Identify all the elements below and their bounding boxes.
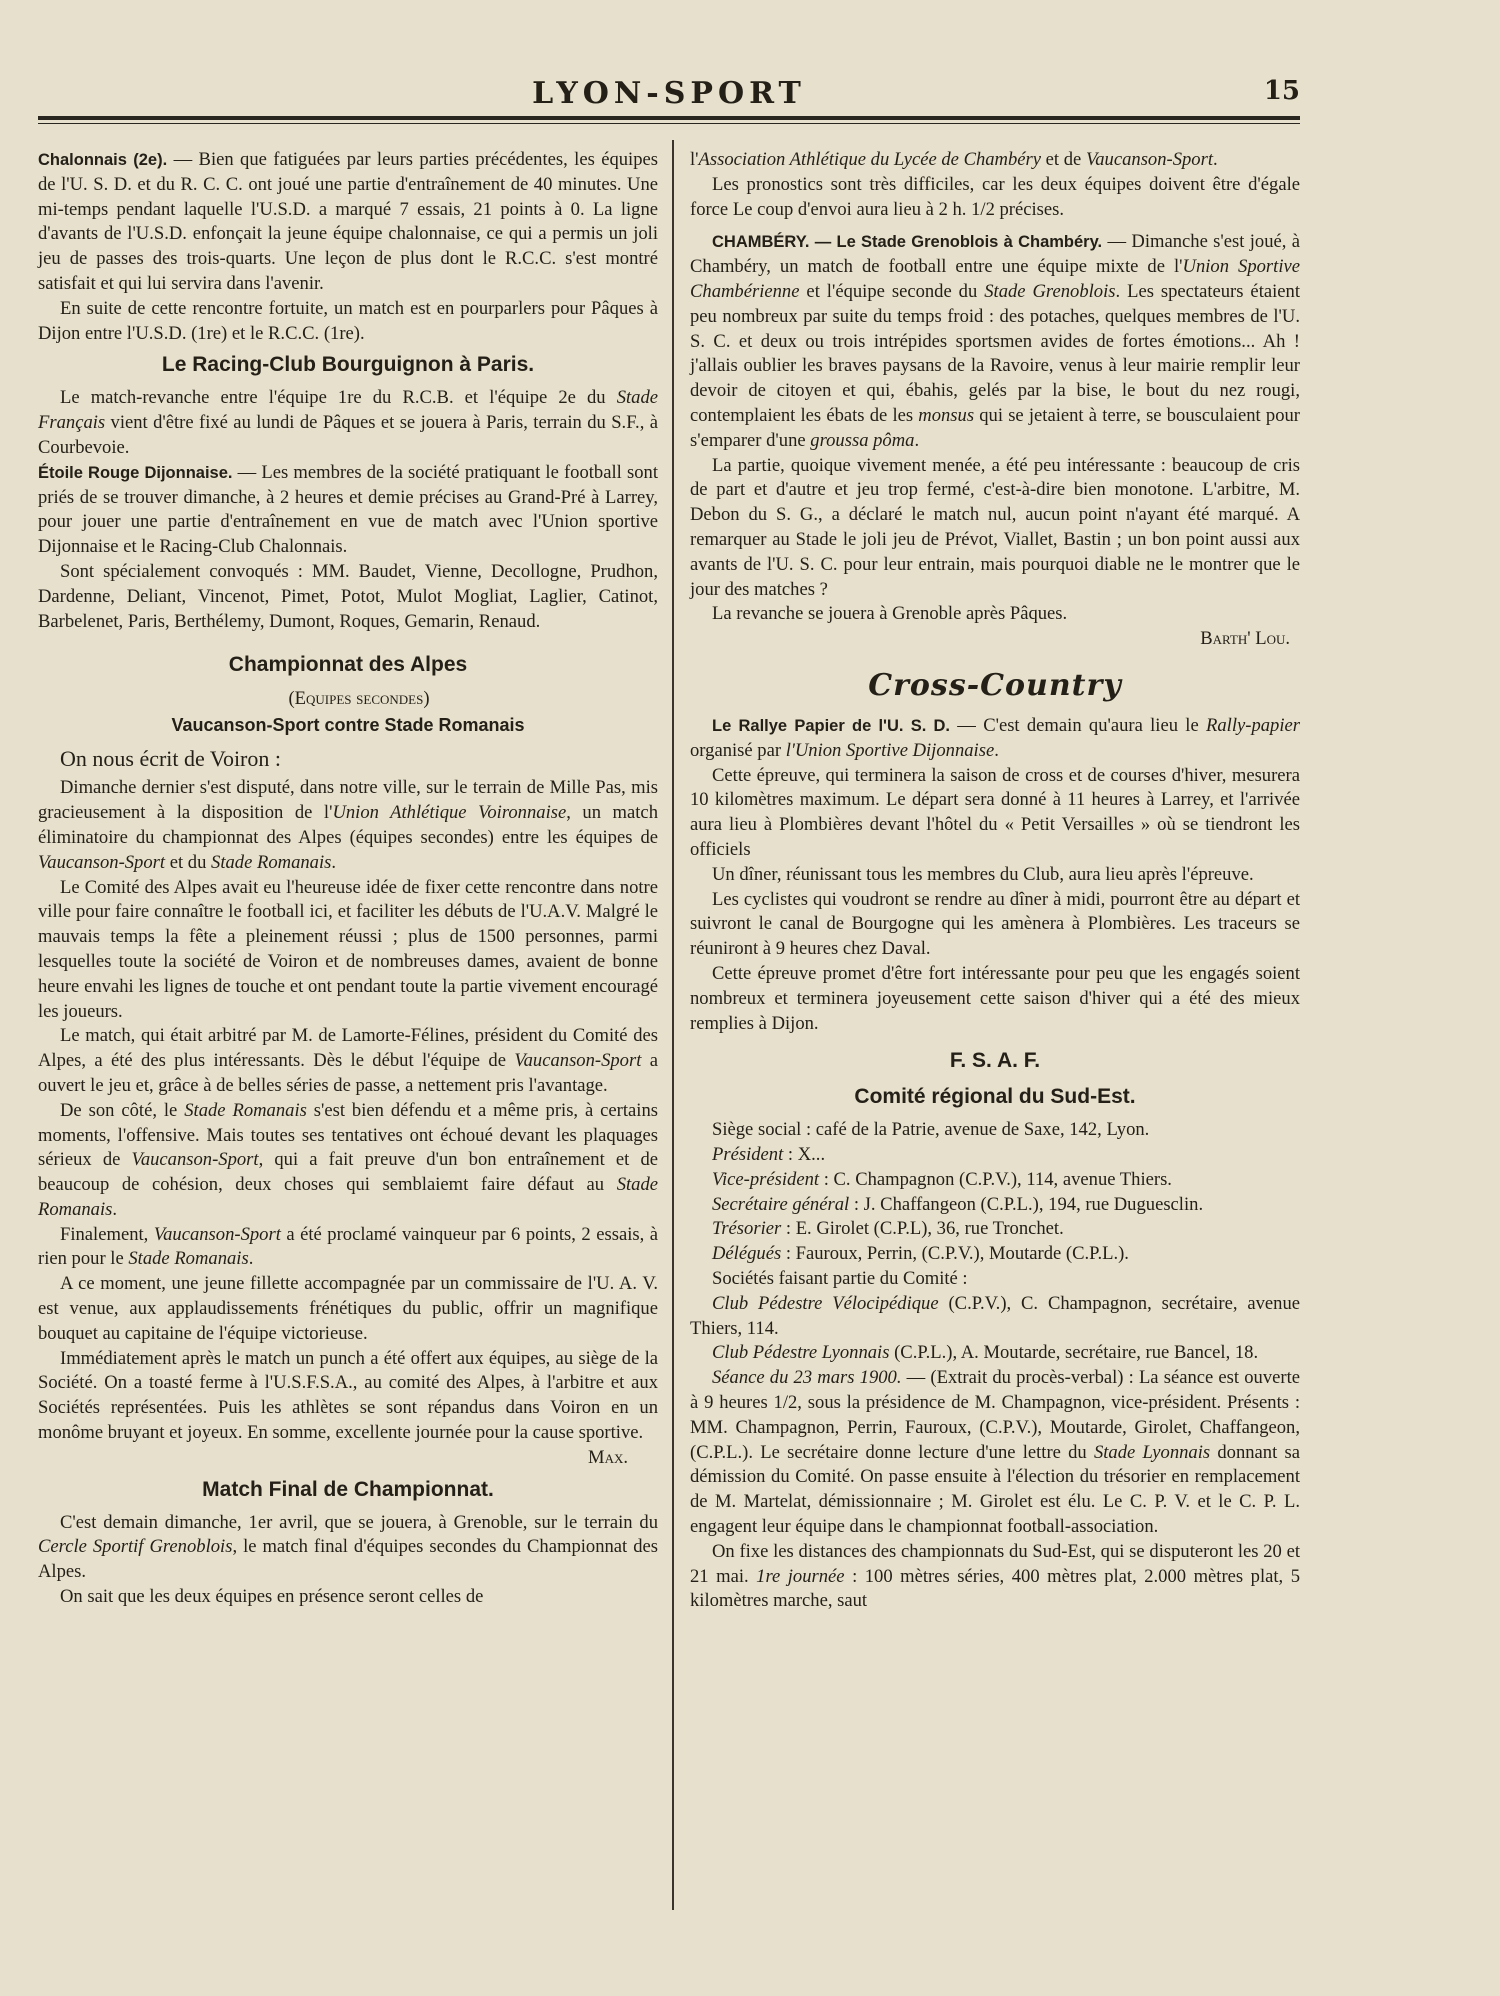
fsaf-delegates: Délégués : Fauroux, Perrin, (C.P.V.), Moutarde (C.P.L.).: [712, 1243, 1129, 1265]
etoile-lead: Étoile Rouge Dijonnaise.: [38, 463, 233, 482]
alpes-heading: Championnat des Alpes: [228, 653, 468, 677]
final-continued-2: Les pronostics sont très difficiles, car les deux équipes doivent être d'égale force Le coup d'envoi aura lieu à 2 h. 1/2 précises.: [690, 173, 1300, 220]
fsaf-vice-president: Vice-président : C. Champagnon (C.P.V.), 114, avenue Thiers.: [712, 1168, 1172, 1190]
cross-lead: Le Rallye Papier de l'U. S. D.: [712, 716, 951, 735]
alpes-match-title: Vaucanson-Sport contre Stade Romanais: [171, 715, 525, 736]
etoile-paragraph: Étoile Rouge Dijonnaise. — Les membres de la société pratiquant le football sont priés de se trouver dimanche, à 2 heures et demie précises au Grand-Pré à Larrey, pour jouer une partie d'entraînement en vue de match avec l'Union sportive Dijonnaise et le Racing-Club Chalonnais.: [38, 461, 658, 558]
alpes-intro: On nous écrit de Voiron :: [60, 746, 281, 772]
alpes-paragraph-7: Immédiatement après le match un punch a été offert aux équipes, au siège de la Société. On a toasté ferme à l'U.S.F.S.A., au comité des Alpes, à l'arbitre et aux Sociétés représentées. Puis les athlètes se sont répandus dans Voiron en un monôme bruyant et joyeux. En somme, excellente journée pour la cause sportive.: [38, 1347, 658, 1444]
fsaf-subheading: Comité régional du Sud-Est.: [854, 1085, 1136, 1109]
column-divider: [672, 140, 674, 1910]
chambery-paragraph-2: La partie, quoique vivement menée, a été peu intéressante : beaucoup de cris de part et d'autre et jeu trop fermé, c'est-à-dire bien monotone. L'arbitre, M. Debon du S. G., a déclaré le match nul, aucun point n'ayant été marqué. A remarquer au Stade le joli jeu de Prévot, Viallet, Bastin ; un bon point aussi aux avants de l'U. S. C. pour leur entrain, mais pourquoi diable ne le montrer que le jour des matches ?: [690, 454, 1300, 600]
masthead: LYON-SPORT: [532, 76, 806, 111]
alpes-paragraph-5: Finalement, Vaucanson-Sport a été proclamé vainqueur par 6 points, 2 essais, à rien pour le Stade Romanais.: [38, 1223, 659, 1270]
cross-country-heading: Cross-Country: [868, 667, 1122, 703]
fsaf-societes: Sociétés faisant partie du Comité :: [712, 1268, 968, 1290]
header-rule: [38, 116, 1300, 120]
etoile-paragraph-2: Sont spécialement convoqués : MM. Baudet, Vienne, Decollogne, Prudhon, Dardenne, Deliant, Vincenot, Pimet, Potot, Mulot Mogliat, Laglier, Catinot, Barbelenet, Paris, Berthélemy, Dumont, Roques, Gemarin, Renaud.: [38, 560, 658, 632]
right-column: [690, 148, 1300, 1614]
chambery-paragraph-3: La revanche se jouera à Grenoble après Pâques.: [712, 603, 1068, 625]
chambery-lead: CHAMBÉRY. — Le Stade Grenoblois à Chambéry.: [712, 233, 1103, 252]
alpes-paragraph-2: Le Comité des Alpes avait eu l'heureuse idée de fixer cette rencontre dans notre ville pour faire connaître le football ici, et faciliter les débuts de l'U.A.V. Malgré le mauvais temps la fête a pleinement réussi ; plus de 1500 personnes, parmi lesquelles toute la société de Voiron et de nombreuses dames, avaient de bonne heure envahi les lignes de touche et ont pendant toute la partie vivement encouragé les joueurs.: [38, 876, 658, 1022]
chalonnais-lead: Chalonnais (2e).: [38, 151, 168, 169]
header-rule-thin: [38, 123, 1300, 124]
page-header: [38, 72, 1300, 130]
chalonnais-paragraph: Chalonnais (2e). — Bien que fatiguées par leurs parties précédentes, les équipes de l'U. S. D. et du R. C. C. ont joué une partie d'entraînement de 40 minutes. Une mi-temps pendant laquelle l'U.S.D. a marqué 7 essais, 21 points à 0. La ligne d'avants de l'U.S.D. enfonçait la jeune équipe chalonnaise, ce qui a permis un joli jeu de passes des trois-quarts. Une leçon de plus dont le R.C.C. s'est montré satisfait et qui lui servira dans l'avenir.: [38, 149, 658, 294]
final-continued: l'Association Athlétique du Lycée de Chambéry et de Vaucanson-Sport.: [690, 149, 1218, 170]
fsaf-president: Président : X...: [712, 1144, 826, 1166]
fsaf-secretary: Secrétaire général : J. Chaffangeon (C.P.L.), 194, rue Duguesclin.: [712, 1193, 1204, 1215]
cross-paragraph-4: Les cyclistes qui voudront se rendre au dîner à midi, pourront être au départ et suivront le canal de Bourgogne qui les amènera à Plombières. Les traceurs se réuniront à 9 heures chez Daval.: [690, 888, 1300, 960]
left-column: [38, 148, 658, 1610]
fsaf-seance: Séance du 23 mars 1900. — (Extrait du procès-verbal) : La séance est ouverte à 9 heures 1/2, sous la présidence de M. Champagnon, vice-président. Présents : MM. Champagnon, Perrin, Fauroux, (C.P.V.), Moutarde, Girolet, Chaffangeon, (C.P.L.). Le secrétaire donne lecture d'une lettre du Stade Lyonnais donnant sa démission du Comité. On passe ensuite à l'élection du trésorier en remplacement de M. Martelat, démissionnaire ; M. Girolet est élu. Le C. P. V. et le C. P. L. engagent leur équipe dans le championnat football-association.: [690, 1367, 1300, 1538]
final-heading: Match Final de Championnat.: [202, 1477, 494, 1501]
fsaf-siege: Siège social : café de la Patrie, avenue de Saxe, 142, Lyon.: [712, 1119, 1150, 1141]
final-paragraph-1: C'est demain dimanche, 1er avril, que se jouera, à Grenoble, sur le terrain du Cercle Sportif Grenoblois, le match final d'équipes secondes du Championnat des Alpes.: [38, 1511, 658, 1583]
chalonnais-paragraph-2: En suite de cette rencontre fortuite, un match est en pourparlers pour Pâques à Dijon entre l'U.S.D. (1re) et le R.C.C. (1re).: [38, 297, 658, 344]
fsaf-club-2: Club Pédestre Lyonnais (C.P.L.), A. Moutarde, secrétaire, rue Bancel, 18.: [712, 1342, 1259, 1364]
cross-paragraph-2: Cette épreuve, qui terminera la saison de cross et de courses d'hiver, mesurera 10 kilomètres maximum. Le départ sera donné à 11 heures à Larrey, et l'arrivée aura lieu à Plombières devant l'hôtel du « Petit Versailles » où se tiendront les officiels: [690, 764, 1300, 860]
racing-heading: Le Racing-Club Bourguignon à Paris.: [161, 353, 535, 377]
chambery-paragraph: CHAMBÉRY. — Le Stade Grenoblois à Chambéry. — Dimanche s'est joué, à Chambéry, un match de football entre une équipe mixte de l'Union Sportive Chambérienne et l'équipe seconde du Stade Grenoblois. Les spectateurs étaient peu nombreux par suite du temps froid : des potaches, quelques membres de l'U. S. C. et deux ou trois intrépides sportsmen avides de fortes émotions... Ah ! j'allais oublier les braves paysans de la Ravoire, venus à leur mairie remplir leur devoir de citoyen et qui, ébahis, gelés par la bise, le bout du nez rougi, contemplaient les ébats de les monsus qui se jetaient à terre, se bousculaient pour s'emparer d'une groussa pôma.: [690, 231, 1300, 451]
racing-paragraph: Le match-revanche entre l'équipe 1re du R.C.B. et l'équipe 2e du Stade Français vient d'être fixé au lundi de Pâques et se jouera à Paris, terrain du S.F., à Courbevoie.: [38, 387, 658, 458]
fsaf-distances: On fixe les distances des championnats du Sud-Est, qui se disputeront les 20 et 21 mai. 1re journée : 100 mètres séries, 400 mètres plat, 2.000 mètres plat, 5 kilomètres marche, saut: [690, 1540, 1300, 1612]
alpes-paragraph-4: De son côté, le Stade Romanais s'est bien défendu et a même pris, à certains moments, l'offensive. Mais toutes ses tentatives ont échoué devant les plaquages sérieux de Vaucanson-Sport, qui a fait preuve d'un bon entraînement et de beaucoup de cohésion, deux choses qui semblaiemt faire défaut au Stade Romanais.: [38, 1099, 659, 1220]
chambery-signature: Barth' Lou.: [1200, 628, 1290, 650]
alpes-paragraph-6: A ce moment, une jeune fillette accompagnée par un commissaire de l'U. A. V. est venue, aux applaudissements frénétiques du public, offrir un magnifique bouquet au capitaine de l'équipe victorieuse.: [38, 1273, 658, 1344]
alpes-paragraph-1: Dimanche dernier s'est disputé, dans notre ville, sur le terrain de Mille Pas, mis gracieusement à la disposition de l'Union Athlétique Voironnaise, un match éliminatoire du championnat des Alpes (équipes secondes) entre les équipes de Vaucanson-Sport et du Stade Romanais.: [38, 777, 658, 873]
fsaf-heading: F. S. A. F.: [949, 1049, 1041, 1073]
cross-paragraph-3: Un dîner, réunissant tous les membres du Club, aura lieu après l'épreuve.: [712, 863, 1254, 885]
cross-paragraph-1: Le Rallye Papier de l'U. S. D. — C'est demain qu'aura lieu le Rally-papier organisé par l'Union Sportive Dijonnaise.: [690, 714, 1300, 761]
alpes-paragraph-3: Le match, qui était arbitré par M. de Lamorte-Félines, président du Comité des Alpes, a été des plus intéressants. Dès le début l'équipe de Vaucanson-Sport a ouvert le jeu et, grâce à de belles séries de passe, a nettement pris l'avantage.: [38, 1025, 658, 1096]
alpes-signature: Max.: [588, 1446, 628, 1468]
fsaf-club-1: Club Pédestre Vélocipédique (C.P.V.), C. Champagnon, secrétaire, avenue Thiers, 114.: [690, 1292, 1300, 1339]
final-paragraph-2: On sait que les deux équipes en présence seront celles de: [60, 1586, 484, 1608]
cross-paragraph-5: Cette épreuve promet d'être fort intéressante pour peu que les engagés soient nombreux et terminera joyeusement cette saison d'hiver qui a été des mieux remplies à Dijon.: [690, 962, 1300, 1034]
page-number: 15: [1263, 76, 1300, 106]
fsaf-treasurer: Trésorier : E. Girolet (C.P.L), 36, rue Tronchet.: [712, 1218, 1064, 1240]
alpes-subtitle: (Equipes secondes): [288, 688, 430, 710]
